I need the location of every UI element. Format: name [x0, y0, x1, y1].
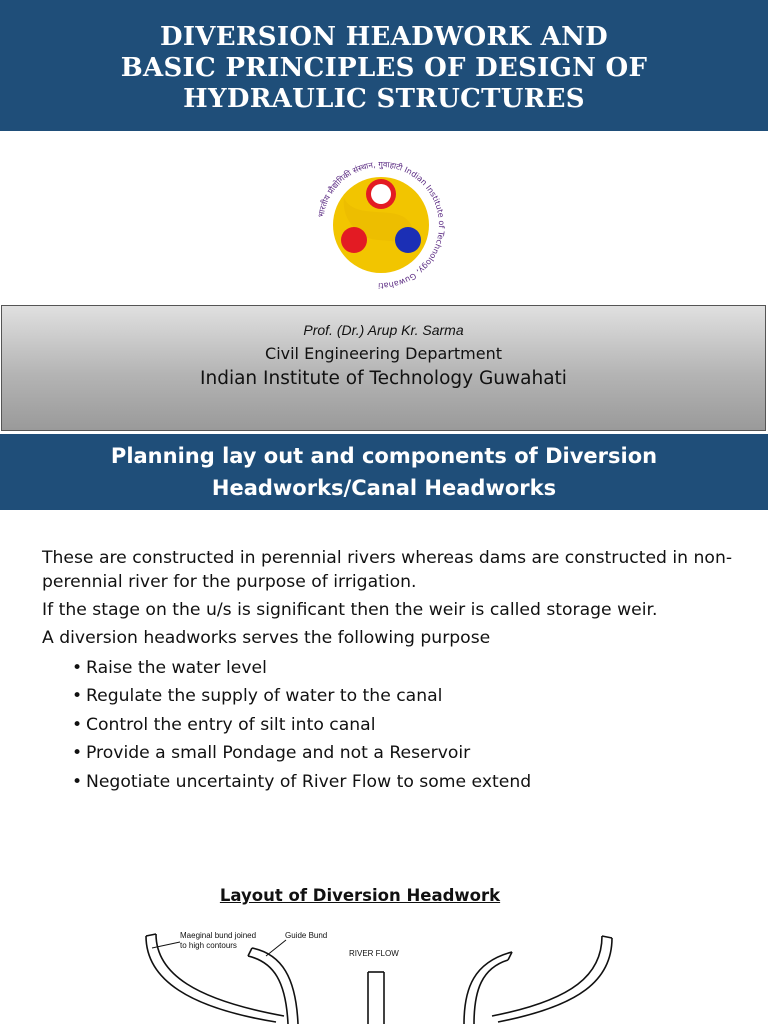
section-title-line-2: Headworks/Canal Headworks	[211, 476, 557, 500]
marginal-bund-right	[498, 938, 612, 1022]
iitg-logo-graphic	[314, 158, 448, 292]
logo-red-dot	[341, 227, 367, 253]
section-title-line-1: Planning lay out and components of Diversion	[110, 444, 658, 468]
list-item: • Provide a small Pondage and not a Reservoir	[72, 739, 742, 767]
paragraph: If the stage on the u/s is significant then the weir is called storage weir.	[42, 600, 658, 620]
list-item: • Regulate the supply of water to the canal	[72, 682, 742, 710]
guide-bund-label: Guide Bund	[285, 931, 328, 940]
marginal-bund-label-2: to high contours	[180, 941, 237, 950]
iitg-logo	[314, 158, 448, 292]
logo-blue-dot	[395, 227, 421, 253]
department-name: Civil Engineering Department	[265, 344, 502, 363]
logo-white-circle	[371, 184, 391, 204]
title-line-3: HYDRAULIC STRUCTURES	[183, 84, 585, 114]
list-item: • Negotiate uncertainty of River Flow to some extend	[72, 768, 742, 796]
logo-ring-text: भारतीय प्रौद्योगिकी संस्थान, गुवाहाटी Indian Institute of Technology, Guwahati	[316, 159, 447, 291]
marginal-bund-label: Maeginal bund joined	[180, 931, 257, 940]
layout-diagram-graphic	[0, 920, 768, 1024]
author-name: Prof. (Dr.) Arup Kr. Sarma	[303, 322, 464, 338]
title-banner	[0, 0, 768, 131]
author-box	[1, 305, 766, 431]
paragraph: These are constructed in perennial rivers whereas dams are constructed in non-perennial river for the purpose of irrigation.	[42, 548, 733, 592]
layout-diagram	[0, 920, 768, 1024]
purpose-list	[42, 654, 742, 796]
title-line-1: DIVERSION HEADWORK AND	[159, 22, 608, 52]
body-content	[42, 546, 742, 796]
marginal-bund-right-inner	[492, 936, 602, 1016]
list-item: • Control the entry of silt into canal	[72, 711, 742, 739]
paragraph: A diversion headworks serves the following purpose	[42, 628, 491, 648]
section-banner	[0, 434, 768, 510]
list-item: • Raise the water level	[72, 654, 742, 682]
diagram-title: Layout of Diversion Headwork	[219, 886, 501, 905]
title-line-2: BASIC PRINCIPLES OF DESIGN OF	[120, 53, 648, 83]
river-flow-label: RIVER FLOW	[349, 949, 399, 958]
institute-name: Indian Institute of Technology Guwahati	[200, 368, 567, 389]
